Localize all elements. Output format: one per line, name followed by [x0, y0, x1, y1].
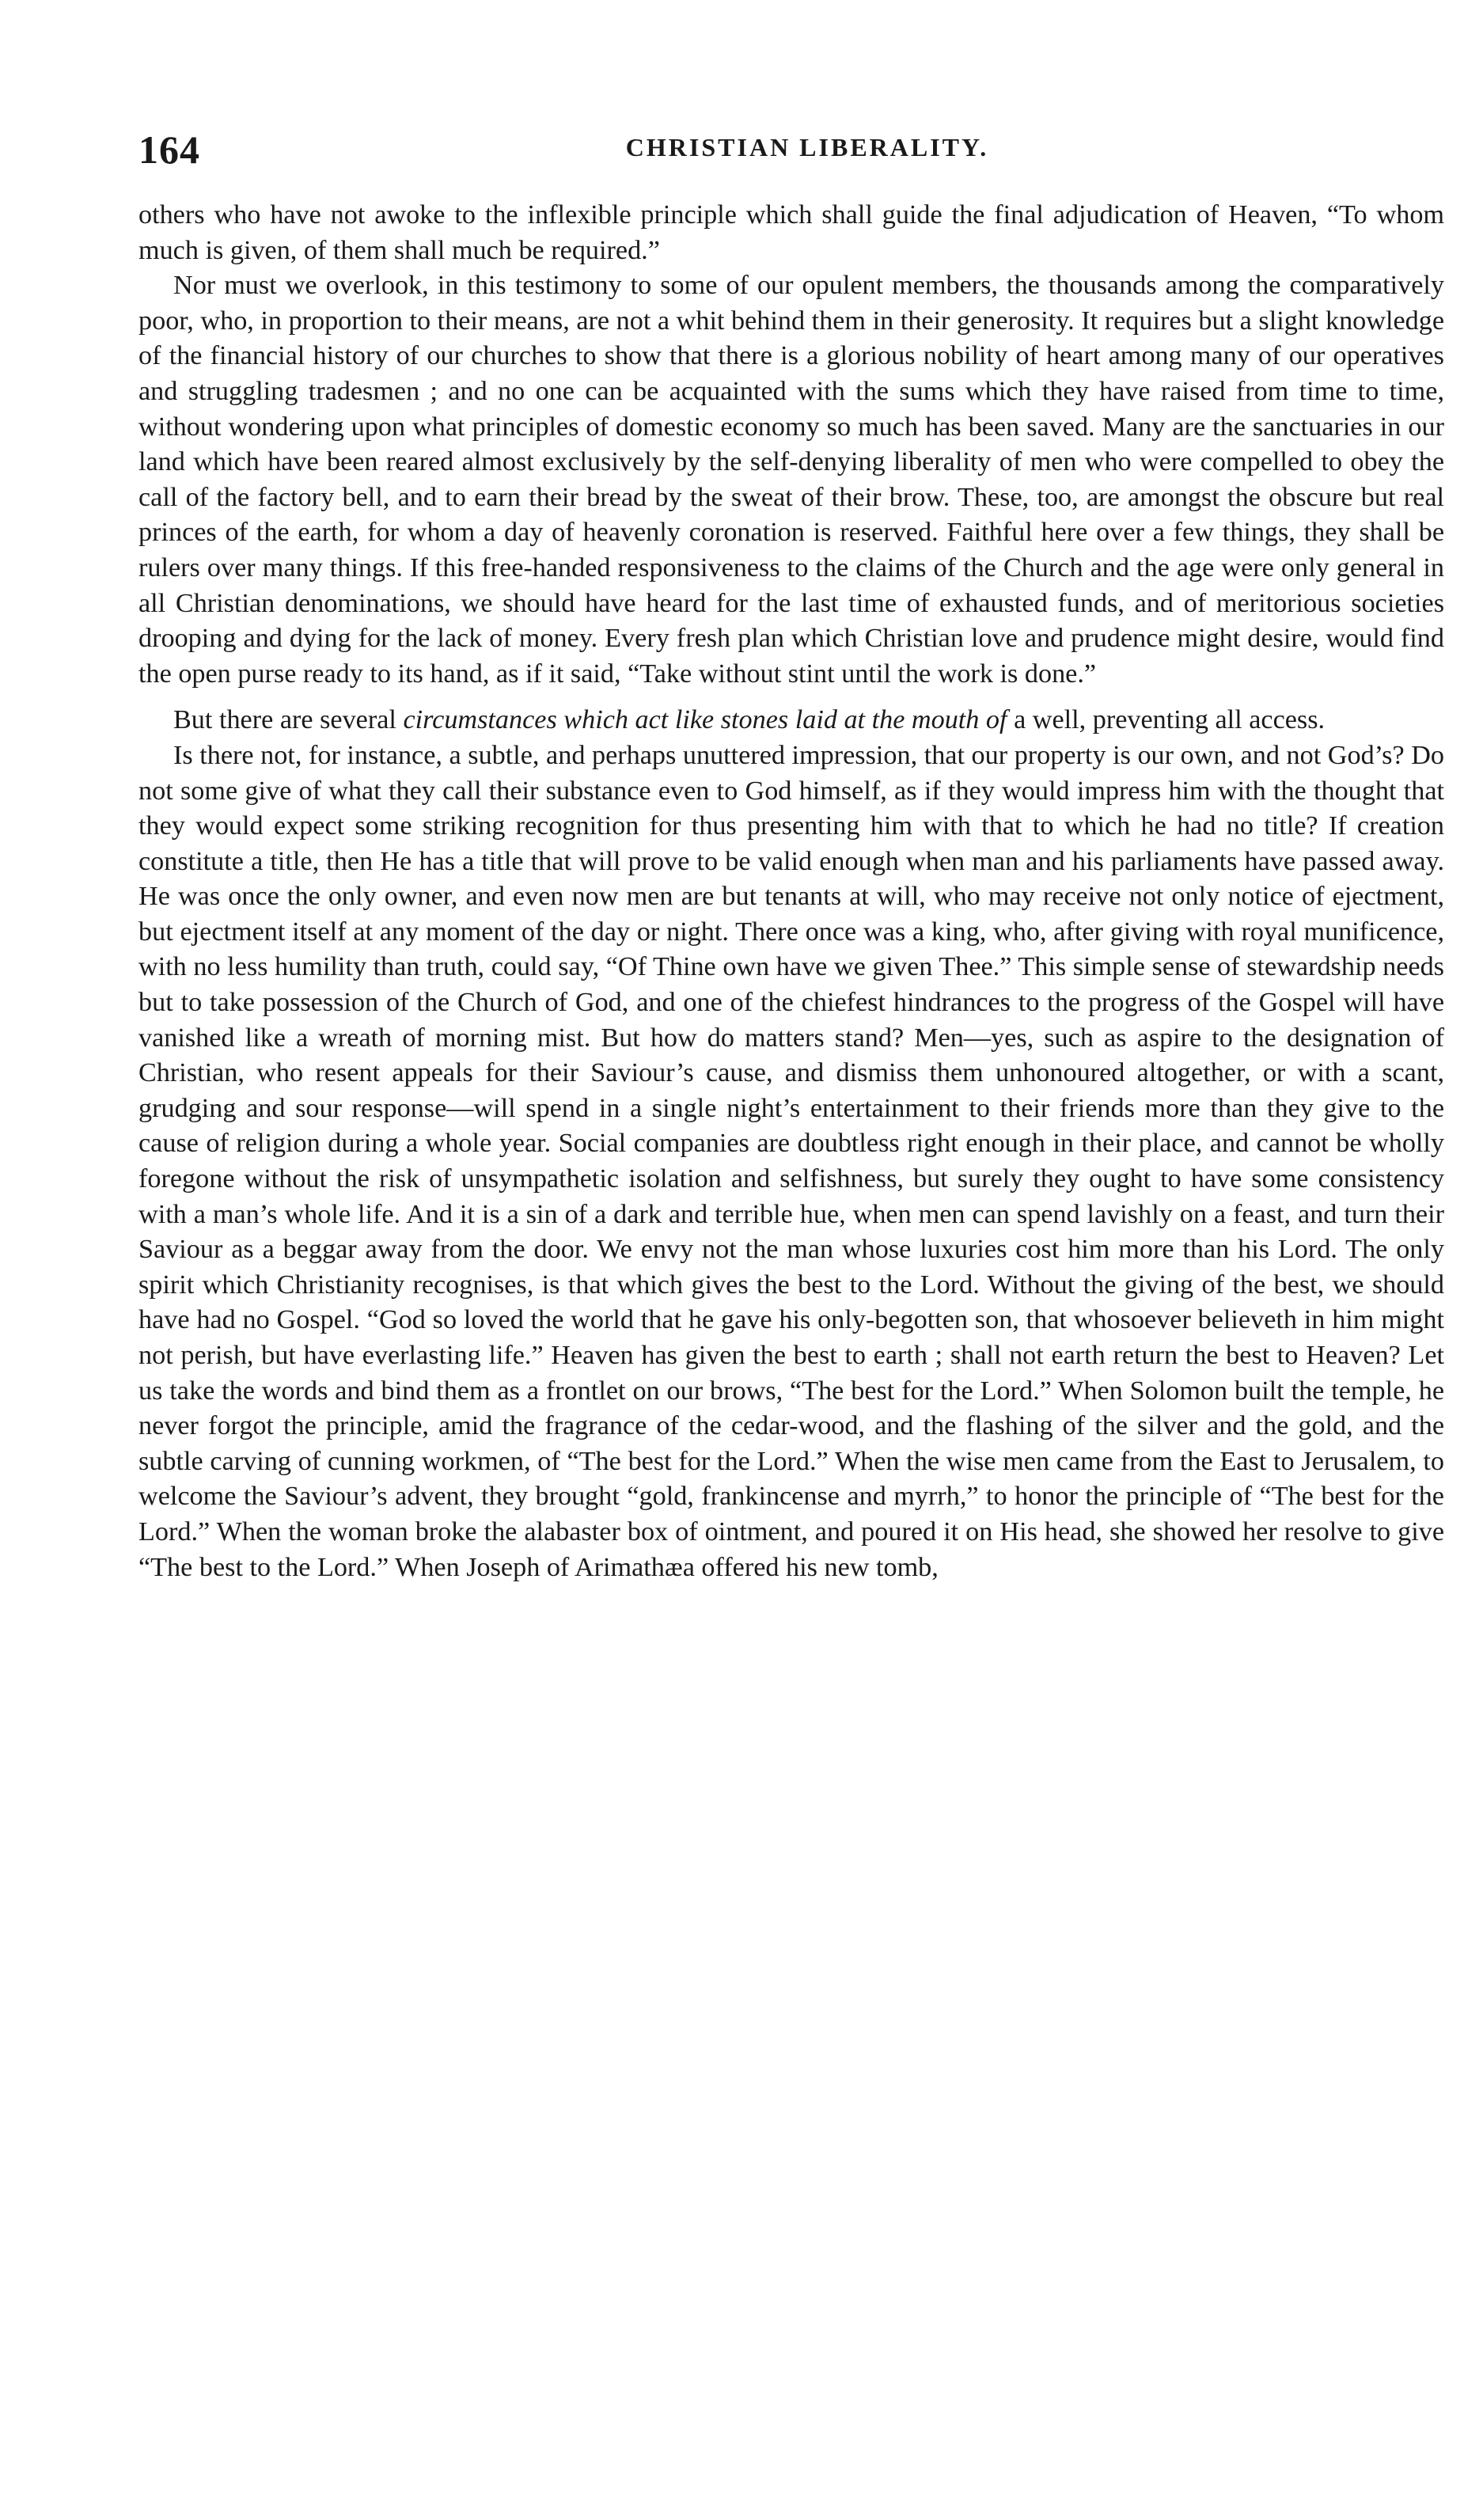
paragraph: Is there not, for instance, a subtle, and perhaps unuttered impression, that our property is our own, and not God’s? Do not some give of what they call their substance even to God himself, as if they would impress him with the thought that they would expect some striking recognition for thus presenting him with that to which he had no title? If creation constitute a title, then He has a title that will prove to be valid enough when man and his parliaments have passed away. He was once the only owner, and even now men are but tenants at will, who may receive not only notice of ejectment, but ejectment itself at any moment of the day or night. There once was a king, who, after giving with royal munificence, with no less humility than truth, could say, “Of Thine own have we given Thee.” This simple sense of stewardship needs but to take possession of the Church of God, and one of the chiefest hindrances to the progress of the Gospel will have vanished like a wreath of morning mist. But how do matters stand? Men—yes, such as aspire to the designation of Christian, who resent appeals for their Saviour’s cause, and dismiss them unhonoured altogether, or with a scant, grudging and sour response—will spend in a single night’s entertainment to their friends more than they give to the cause of religion during a whole year. Social companies are doubtless right enough in their place, and cannot be wholly foregone without the risk of unsympathetic isolation and selfishness, but surely they ought to have some consistency with a man’s whole life. And it is a sin of a dark and terrible hue, when men can spend lavishly on a feast, and turn their Saviour as a beggar away from the door. We envy not the man whose luxuries cost him more than his Lord. The only spirit which Christianity recognises, is that which gives the best to the Lord. Without the giving of the best, we should have had no Gospel. “God so loved the world that he gave his only-begotten son, that whosoever believeth in him might not perish, but have everlasting life.” Heaven has given the best to earth ; shall not earth return the best to Heaven? Let us take the words and bind them as a frontlet on our brows, “The best for the Lord.” When Solomon built the temple, he never forgot the principle, amid the fragrance of the cedar-wood, and the flashing of the silver and the gold, and the subtle carving of cunning workmen, of “The best for the Lord.” When the wise men came from the East to Jerusalem, to welcome the Saviour’s advent, they brought “gold, frankincense and myrrh,” to honor the principle of “The best for the Lord.” When the woman broke the alabaster box of ointment, and poured it on His head, she showed her resolve to give “The best to the Lord.” When Joseph of Arimathæa offered his new tomb,: [138, 740, 1444, 1582]
paragraph-text: But there are several circumstances which act like stones laid at the mouth of a well, preventing all access.: [173, 705, 1326, 735]
page-number: 164: [138, 127, 200, 172]
paragraph: Nor must we overlook, in this testimony to some of our opulent members, the thousands among the comparatively poor, who, in proportion to their means, are not a whit behind them in their generosity. It requires but a slight knowledge of the financial history of our churches to show that there is a glorious nobility of heart among many of our operatives and struggling tradesmen ; and no one can be acquainted with the sums which they have raised from time to time, without wondering upon what principles of domestic economy so much has been saved. Many are the sanctuaries in our land which have been reared almost exclusively by the self-denying liberality of men who were compelled to obey the call of the factory bell, and to earn their bread by the sweat of their brow. These, too, are amongst the obscure but real princes of the earth, for whom a day of heavenly coronation is reserved. Faithful here over a few things, they shall be rulers over many things. If this free-handed responsiveness to the claims of the Church and the age were only general in all Christian denominations, we should have heard for the last time of exhausted funds, and of meritorious societies drooping and dying for the lack of money. Every fresh plan which Christian love and prudence might desire, would find the open purse ready to its hand, as if it said, “Take without stint until the work is done.”: [138, 271, 1444, 689]
paragraph-continued: others who have not awoke to the inflexible principle which shall guide the final adjudication of Heaven, “To whom much is given, of them shall much be required.”: [138, 200, 1444, 265]
body-text: [138, 198, 1444, 1585]
italic-phrase: circumstances which act like stones laid at the mouth of: [403, 705, 1007, 735]
book-page: [138, 127, 1444, 1585]
paragraph-circumstances: [138, 703, 1444, 738]
running-title: CHRISTIAN LIBERALITY.: [625, 133, 989, 161]
running-head: [138, 127, 1444, 174]
